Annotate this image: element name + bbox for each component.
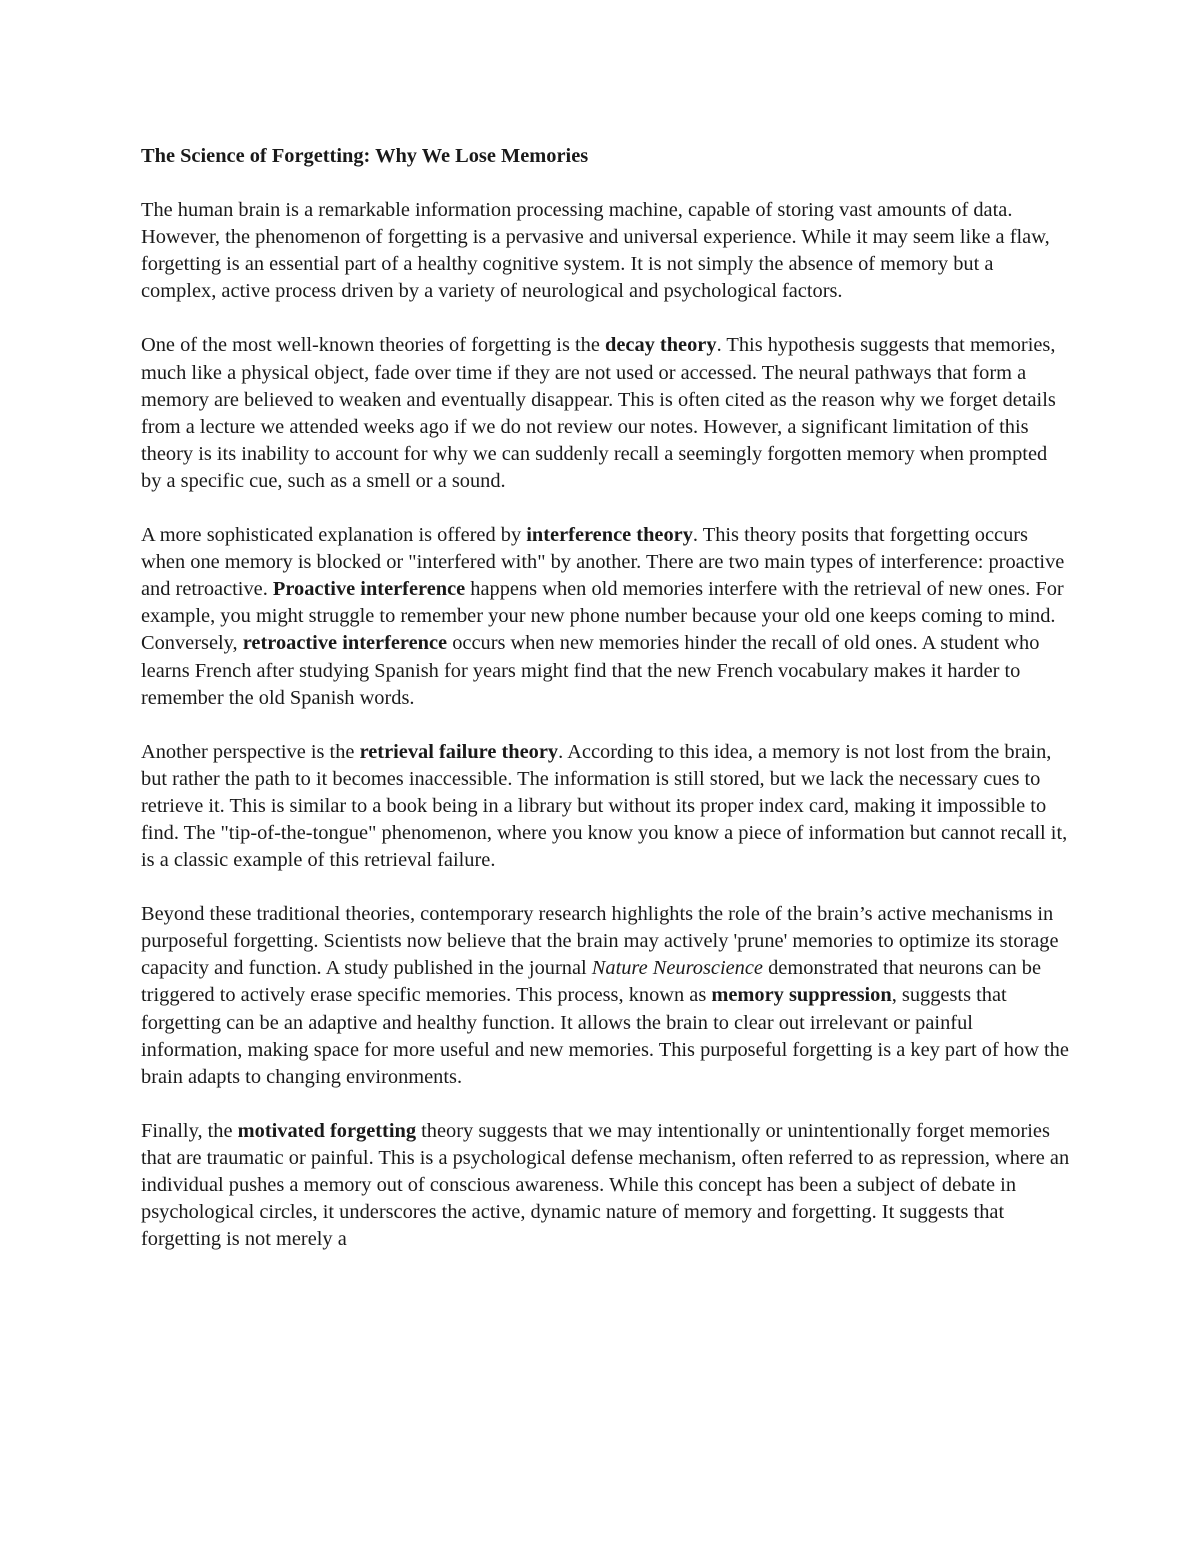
text-run: One of the most well-known theories of forgetting is the: [141, 334, 605, 357]
term-decay-theory: decay theory: [605, 334, 717, 357]
text-run: . According to this idea, a memory is not lost from the brain, but rather the path to it becomes inaccessible. The information is still stored, but we lack the necessary cues to retrieve it. This is similar to a book being in a library but without its proper index card, making it impossible to find. The "tip-of-the-tongue" phenomenon, where you know you know a piece of information but cannot recall it, is a classic example of this retrieval failure.: [141, 740, 1068, 872]
paragraph-decay-theory: [141, 332, 1071, 495]
text-run: happens when old memories interfere with the retrieval of new ones. For example, you might struggle to remember your new phone number because your old one keeps coming to mind. Conversely,: [141, 578, 1064, 655]
text-run: A more sophisticated explanation is offered by: [141, 524, 527, 547]
document-title: The Science of Forgetting: Why We Lose Memories: [141, 145, 589, 167]
paragraph-motivated-forgetting: [141, 1118, 1071, 1253]
text-run: , suggests that forgetting can be an adaptive and healthy function. It allows the brain to clear out irrelevant or painful information, making space for more useful and new memories. This purposeful forgetting is a key part of how the brain adapts to changing environments.: [141, 984, 1069, 1088]
term-memory-suppression: memory suppression: [711, 984, 892, 1007]
term-motivated-forgetting: motivated forgetting: [237, 1119, 417, 1142]
term-interference-theory: interference theory: [526, 524, 693, 547]
document-body: [141, 143, 1071, 1253]
text-run: Another perspective is the: [141, 740, 360, 763]
text-run: occurs when new memories hinder the recall of old ones. A student who learns French after studying Spanish for years might find that the new French vocabulary makes it harder to remember the old Spanish words.: [141, 632, 1040, 709]
text-run: Beyond these traditional theories, contemporary research highlights the role of the brain’s active mechanisms in purposeful forgetting. Scientists now believe that the brain may actively 'prune' memories to optimize its storage capacity and function. A study published in the journal: [141, 903, 1059, 980]
term-proactive-interference: Proactive interference: [272, 578, 466, 601]
text-run: . This hypothesis suggests that memories, much like a physical object, fade over time if they are not used or accessed. The neural pathways that form a memory are believed to weaken and eventually disappear. This is often cited as the reason why we forget details from a lecture we attended weeks ago if we do not review our notes. However, a significant limitation of this theory is its inability to account for why we can suddenly recall a seemingly forgotten memory when prompted by a specific cue, such as a smell or a sound.: [141, 334, 1056, 492]
paragraph-interference-theory: [141, 522, 1071, 712]
text-run: theory suggests that we may intentionally or unintentionally forget memories that are traumatic or painful. This is a psychological defense mechanism, often referred to as repression, where an individual pushes a memory out of conscious awareness. While this concept has been a subject of debate in psychological circles, it underscores the active, dynamic nature of memory and forgetting. It suggests that forgetting is not merely a: [141, 1119, 1070, 1251]
paragraph-memory-suppression: [141, 901, 1071, 1091]
term-retroactive-interference: retroactive interference: [242, 632, 448, 655]
text-run: Finally, the: [141, 1119, 238, 1142]
paragraph-intro: The human brain is a remarkable information processing machine, capable of storing vast amounts of data. However, the phenomenon of forgetting is a pervasive and universal experience. While it may seem like a flaw, forgetting is an essential part of a healthy cognitive system. It is not simply the absence of memory but a complex, active process driven by a variety of neurological and psychological factors.: [141, 199, 1050, 303]
paragraph-retrieval-failure: [141, 739, 1071, 874]
text-run: demonstrated that neurons can be triggered to actively erase specific memories. This process, known as: [141, 957, 1041, 1007]
text-run: . This theory posits that forgetting occurs when one memory is blocked or "interfered with" by another. There are two main types of interference: proactive and retroactive.: [141, 524, 1065, 601]
journal-name: Nature Neuroscience: [591, 957, 763, 980]
term-retrieval-failure-theory: retrieval failure theory: [359, 740, 559, 763]
